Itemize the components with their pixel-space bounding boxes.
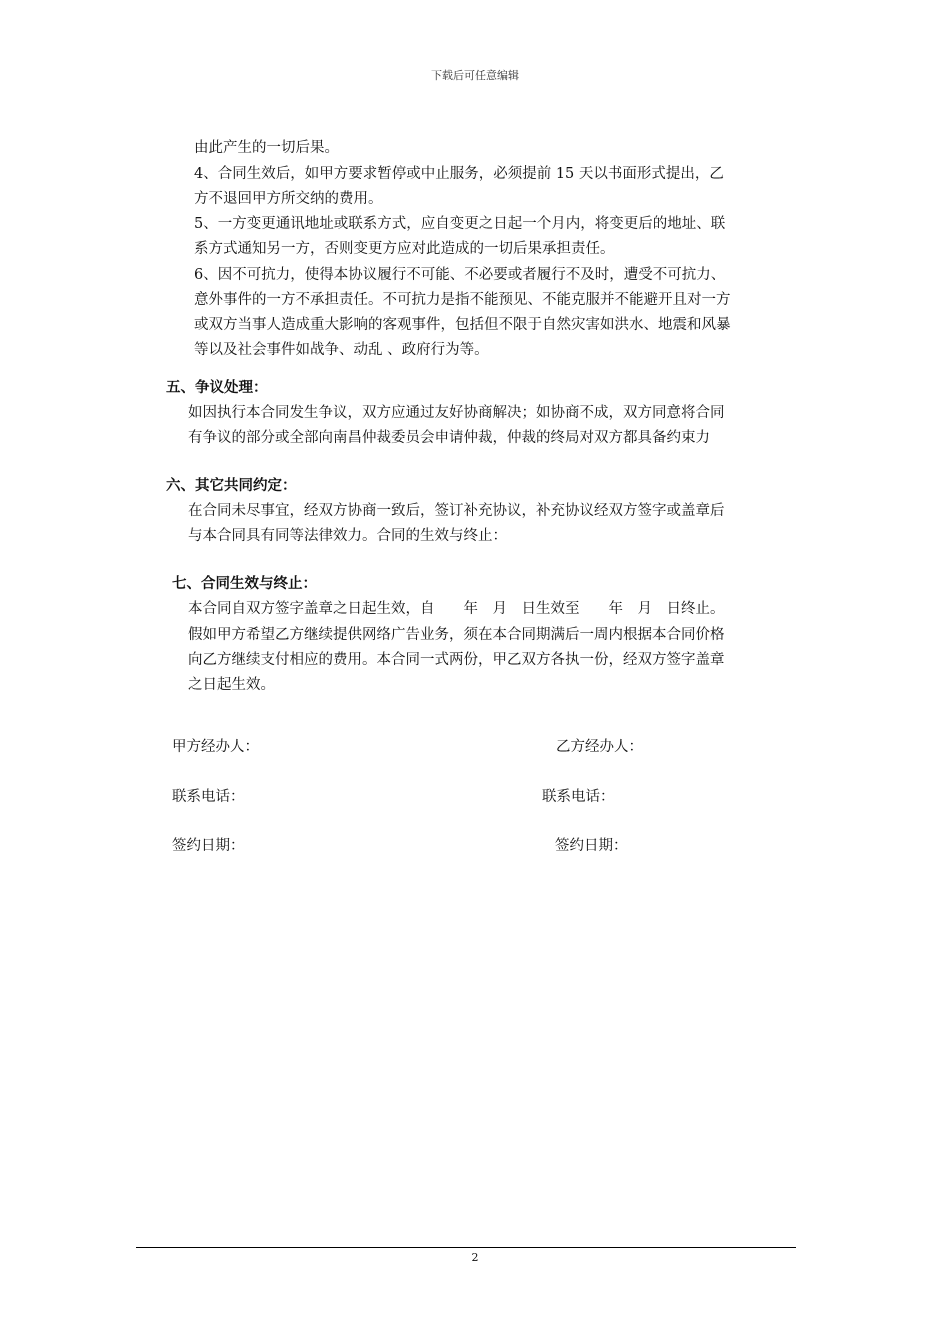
clause-line: 方不退回甲方所交纳的费用。 (194, 191, 383, 207)
party-a-phone-label: 联系电话： (172, 789, 245, 805)
clause-line: 4、合同生效后，如甲方要求暂停或中止服务，必须提前 15 天以书面形式提出，乙 (194, 166, 724, 182)
clause-line: 由此产生的一切后果。 (194, 140, 339, 156)
clause-line: 或双方当事人造成重大影响的客观事件，包括但不限于自然灾害如洪水、地震和风暴 (194, 317, 731, 333)
party-b-date-label: 签约日期： (555, 838, 628, 854)
section-heading-effect-termination: 七、合同生效与终止： (172, 576, 317, 592)
section-line: 之日起生效。 (188, 677, 275, 693)
party-a-agent-label: 甲方经办人： (172, 739, 259, 755)
section-line: 向乙方继续支付相应的费用。本合同一式两份，甲乙双方各执一份，经双方签字盖章 (188, 652, 725, 668)
section-heading-dispute: 五、争议处理： (166, 380, 268, 396)
clause-line: 等以及社会事件如战争、动乱 、政府行为等。 (194, 342, 489, 358)
section-line: 如因执行本合同发生争议，双方应通过友好协商解决；如协商不成，双方同意将合同 (188, 405, 725, 421)
party-a-date-label: 签约日期： (172, 838, 245, 854)
footer-rule (136, 1247, 796, 1248)
clause-line: 意外事件的一方不承担责任。不可抗力是指不能预见、不能克服并不能避开且对一方 (194, 292, 731, 308)
section-line: 有争议的部分或全部向南昌仲裁委员会申请仲裁，仲裁的终局对双方都具备约束力 (188, 430, 710, 446)
section-line: 假如甲方希望乙方继续提供网络广告业务，须在本合同期满后一周内根据本合同价格 (188, 627, 725, 643)
party-b-phone-label: 联系电话： (542, 789, 615, 805)
clause-line: 系方式通知另一方，否则变更方应对此造成的一切后果承担责任。 (194, 241, 615, 257)
clause-line: 6、因不可抗力，使得本协议履行不可能、不必要或者履行不及时，遭受不可抗力、 (194, 267, 726, 283)
party-b-agent-label: 乙方经办人： (556, 739, 643, 755)
clause-line: 5、一方变更通讯地址或联系方式，应自变更之日起一个月内，将变更后的地址、联 (194, 216, 726, 232)
section-line: 本合同自双方签字盖章之日起生效，自 年 月 日生效至 年 月 日终止。 (188, 601, 725, 617)
header-note: 下载后可任意编辑 (431, 69, 519, 82)
section-heading-other-agreements: 六、其它共同约定： (166, 478, 297, 494)
page-number: 2 (471, 1251, 479, 1264)
section-line: 与本合同具有同等法律效力。合同的生效与终止： (188, 528, 507, 544)
section-line: 在合同未尽事宜，经双方协商一致后，签订补充协议，补充协议经双方签字或盖章后 (188, 503, 725, 519)
